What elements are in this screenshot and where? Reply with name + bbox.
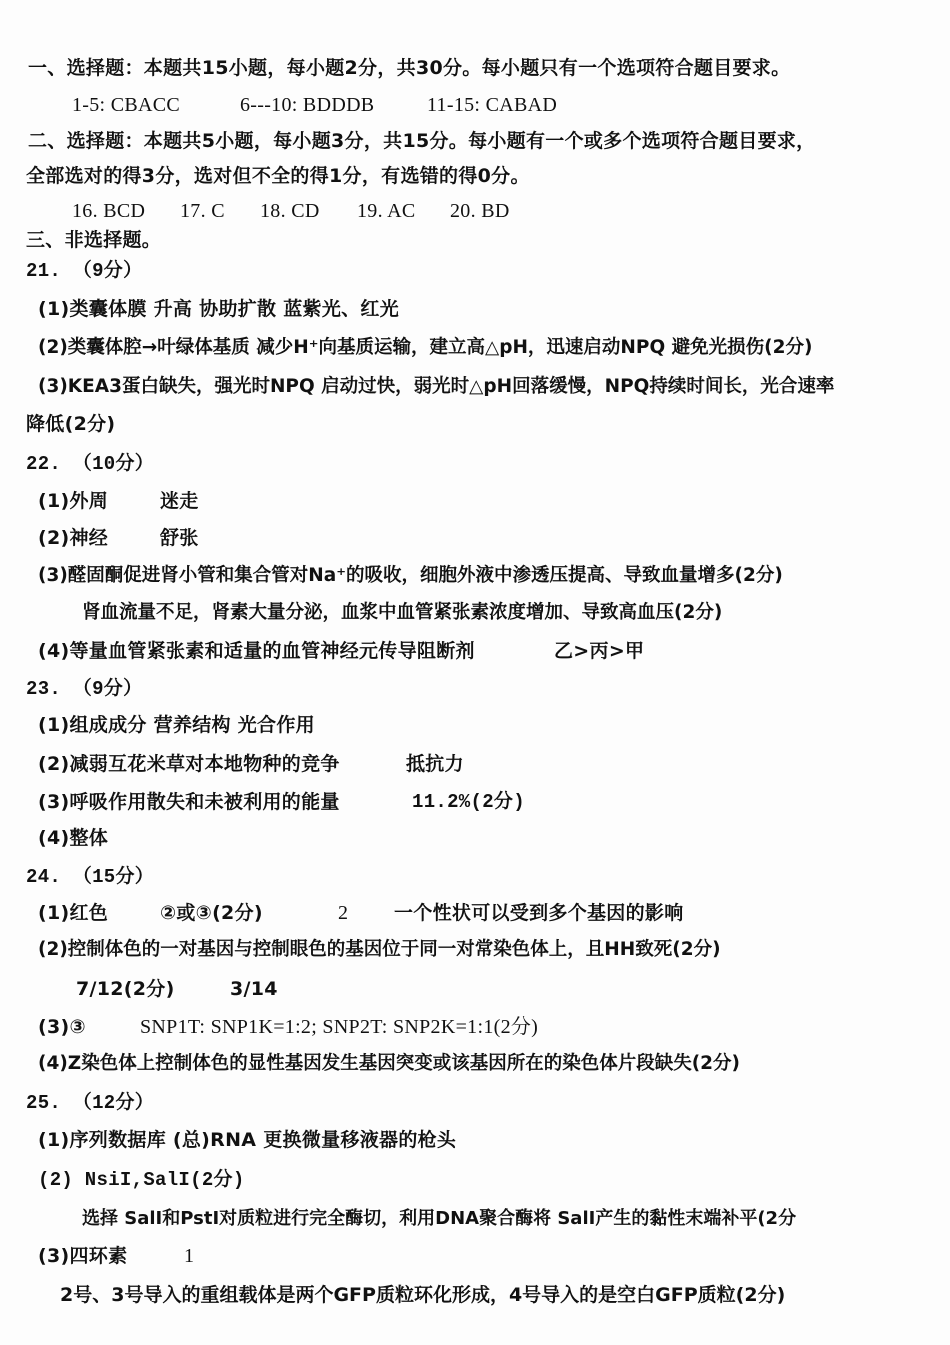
- q22-part2: [38, 525, 638, 551]
- q23-title: 23. （9分）: [26, 678, 143, 700]
- q25-part4-cutoff: [60, 1274, 910, 1306]
- q25-part3: [38, 1243, 638, 1269]
- q24-part1-c: 2: [338, 902, 349, 924]
- q25-title: 25. （12分）: [26, 1092, 155, 1114]
- section2-answers: [72, 198, 922, 224]
- q22-part2-a: (2)神经: [38, 527, 109, 549]
- answer-6-10: 6---10: BDDDB: [240, 94, 375, 116]
- q24-part2-ratio: 7/12(2分): [76, 978, 175, 1000]
- q25-part2: (2) NsiI,SalI(2分): [38, 1169, 245, 1191]
- q21-part3: (3)KEA3蛋白缺失，强光时NPQ 启动过快，弱光时△pH回落缓慢，NPQ持续时间长，光合速率: [38, 376, 835, 397]
- q23-part1: (1)组成成分 营养结构 光合作用: [38, 714, 315, 736]
- section3-heading: 三、非选择题。: [26, 229, 162, 251]
- answer-17: 17. C: [180, 200, 225, 222]
- q21-part1: (1)类囊体膜 升高 协助扩散 蓝紫光、红光: [38, 298, 400, 320]
- q25-part1: (1)序列数据库 (总)RNA 更换微量移液器的枪头: [38, 1129, 457, 1151]
- q23-part2-b: 抵抗力: [406, 753, 464, 775]
- q21-part2: (2)类囊体腔→叶绿体基质 减少H⁺向基质运输，建立高△pH，迅速启动NPQ 避免光损伤(2分): [38, 337, 813, 358]
- q24-part2: (2)控制体色的一对基因与控制眼色的基因位于同一对常染色体上，且HH致死(2分): [38, 939, 721, 960]
- q23-part3: [38, 789, 738, 815]
- section2-heading: 二、选择题：本题共5小题，每小题3分，共15分。每小题有一个或多个选项符合题目要求，: [28, 130, 816, 152]
- q23-part3-b: 11.2%(2分): [412, 791, 525, 813]
- q22-part3-continued: 肾血流量不足，肾素大量分泌，血浆中血管紧张素浓度增加、导致高血压(2分): [82, 602, 723, 623]
- q25-part3-a: (3)四环素: [38, 1245, 128, 1267]
- q24-part4: (4)Z染色体上控制体色的显性基因发生基因突变或该基因所在的染色体片段缺失(2分): [38, 1053, 740, 1074]
- q24-title: 24. （15分）: [26, 866, 155, 888]
- q24-part3-b: SNP1T: SNP1K=1:2; SNP2T: SNP2K=1:1(2分): [140, 1016, 539, 1038]
- q25-part2-continued: 选择 SalI和PstI对质粒进行完全酶切，利用DNA聚合酶将 SalI产生的黏性末端补平(2分: [82, 1208, 797, 1229]
- q24-part1: [38, 900, 888, 926]
- answer-19: 19. AC: [357, 200, 416, 222]
- answer-1-5: 1-5: CBACC: [72, 94, 181, 116]
- q24-part1-a: (1)红色: [38, 902, 109, 924]
- section1-heading: 一、选择题：本题共15小题，每小题2分，共30分。每小题只有一个选项符合题目要求。: [28, 57, 791, 79]
- q21-part3-continued: 降低(2分): [26, 413, 116, 435]
- q22-part2-b: 舒张: [160, 527, 199, 549]
- answer-20: 20. BD: [450, 200, 510, 222]
- q23-part4: (4)整体: [38, 827, 109, 849]
- q22-part4: [38, 638, 888, 664]
- section2-heading-continued: 全部选对的得3分，选对但不全的得1分，有选错的得0分。: [26, 165, 530, 187]
- section1-answers: [72, 92, 922, 118]
- q23-part2: [38, 751, 738, 777]
- q22-part1-b: 迷走: [160, 490, 199, 512]
- q22-part4-b: 乙>丙>甲: [554, 640, 645, 662]
- answer-11-15: 11-15: CABAD: [427, 94, 558, 116]
- q24-part2-fraction: 3/14: [230, 978, 278, 1000]
- q22-part1: [38, 488, 638, 514]
- q22-part4-a: (4)等量血管紧张素和适量的血管神经元传导阻断剂: [38, 640, 475, 662]
- q23-part2-a: (2)减弱互花米草对本地物种的竞争: [38, 753, 340, 775]
- q24-part2-continued: [76, 976, 576, 1002]
- q25-part4: 2号、3号导入的重组载体是两个GFP质粒环化形成，4号导入的是空白GFP质粒(2分): [60, 1284, 786, 1306]
- q21-title: 21. （9分）: [26, 260, 143, 282]
- answer-16: 16. BCD: [72, 200, 146, 222]
- q25-part3-b: 1: [184, 1245, 195, 1267]
- q22-part3: (3)醛固酮促进肾小管和集合管对Na⁺的吸收，细胞外液中渗透压提高、导致血量增多(2分): [38, 565, 783, 586]
- q22-title: 22. （10分）: [26, 453, 155, 475]
- q22-part1-a: (1)外周: [38, 490, 109, 512]
- q24-part3-a: (3)③: [38, 1016, 86, 1038]
- q24-part3: [38, 1014, 888, 1040]
- q24-part1-b: ②或③(2分): [160, 902, 263, 924]
- answer-18: 18. CD: [260, 200, 320, 222]
- q24-part1-d: 一个性状可以受到多个基因的影响: [394, 902, 684, 924]
- q23-part3-a: (3)呼吸作用散失和未被利用的能量: [38, 791, 340, 813]
